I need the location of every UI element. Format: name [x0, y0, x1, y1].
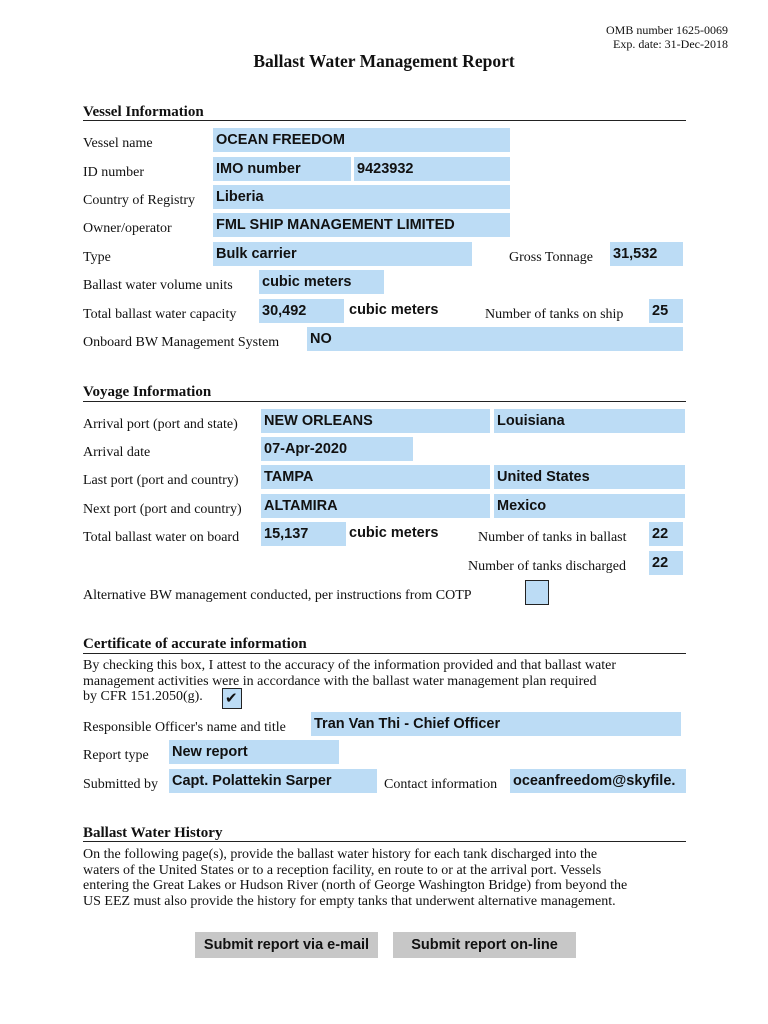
- history-text: [83, 847, 693, 909]
- country-field[interactable]: Liberia: [213, 185, 510, 209]
- history-line-4: US EEZ must also provide the history for empty tanks that underwent alternative management.: [83, 893, 616, 909]
- history-line-3: entering the Great Lakes or Hudson River (north of George Washington Bridge) from beyond the: [83, 878, 628, 893]
- history-line-1: On the following page(s), provide the ballast water history for each tank discharged into the: [83, 847, 598, 862]
- section-rule-vessel: [83, 120, 686, 121]
- section-rule-voyage: [83, 401, 686, 402]
- arrival-state-field[interactable]: Louisiana: [494, 409, 685, 433]
- omb-number: OMB number 1625-0069: [606, 23, 728, 37]
- total-onboard-label: Total ballast water on board: [83, 530, 240, 545]
- page-title: Ballast Water Management Report: [253, 51, 515, 71]
- arrival-date-field[interactable]: 07-Apr-2020: [261, 437, 413, 461]
- officer-label: Responsible Officer's name and title: [83, 720, 286, 735]
- submit-online-button[interactable]: Submit report on-line: [393, 932, 576, 958]
- num-tanks-field[interactable]: 25: [649, 299, 683, 323]
- alternative-label: Alternative BW management conducted, per instructions from COTP: [83, 588, 472, 603]
- onboard-system-field[interactable]: NO: [307, 327, 683, 351]
- section-rule-certificate: [83, 653, 686, 654]
- omb-block: [606, 24, 728, 51]
- submitted-by-field[interactable]: Capt. Polattekin Sarper: [169, 769, 377, 793]
- section-title-certificate: Certificate of accurate information: [83, 636, 307, 652]
- officer-field[interactable]: Tran Van Thi - Chief Officer: [311, 712, 681, 736]
- contact-field[interactable]: oceanfreedom@skyfile.: [510, 769, 686, 793]
- attest-line-3: by CFR 151.2050(g).: [83, 689, 203, 704]
- tanks-in-ballast-field[interactable]: 22: [649, 522, 683, 546]
- next-country-field[interactable]: Mexico: [494, 494, 685, 518]
- gross-tonnage-label: Gross Tonnage: [509, 250, 593, 265]
- owner-field[interactable]: FML SHIP MANAGEMENT LIMITED: [213, 213, 510, 237]
- type-label: Type: [83, 250, 111, 265]
- type-field[interactable]: Bulk carrier: [213, 242, 472, 266]
- owner-label: Owner/operator: [83, 221, 172, 236]
- gross-tonnage-field[interactable]: 31,532: [610, 242, 683, 266]
- section-title-voyage: Voyage Information: [83, 384, 212, 400]
- tanks-in-ballast-label: Number of tanks in ballast: [478, 530, 627, 545]
- onboard-system-label: Onboard BW Management System: [83, 335, 280, 350]
- history-line-2: waters of the United States or to a reception facility, en route to or at the arrival port. Vessels: [83, 862, 602, 878]
- num-tanks-label: Number of tanks on ship: [485, 307, 624, 322]
- contact-label: Contact information: [384, 777, 498, 792]
- id-type-field[interactable]: IMO number: [213, 157, 351, 181]
- next-port-label: Next port (port and country): [83, 502, 242, 517]
- total-onboard-field[interactable]: 15,137: [261, 522, 346, 546]
- report-type-field[interactable]: New report: [169, 740, 339, 764]
- last-country-field[interactable]: United States: [494, 465, 685, 489]
- arrival-port-label: Arrival port (port and state): [83, 417, 238, 432]
- bw-units-label: Ballast water volume units: [83, 278, 233, 293]
- total-capacity-field[interactable]: 30,492: [259, 299, 344, 323]
- attest-line-2: management activities were in accordance with the ballast water management plan required: [83, 673, 597, 689]
- country-label: Country of Registry: [83, 193, 195, 208]
- next-port-field[interactable]: ALTAMIRA: [261, 494, 490, 518]
- last-port-label: Last port (port and country): [83, 473, 239, 488]
- submit-email-button[interactable]: Submit report via e-mail: [195, 932, 378, 958]
- vessel-name-field[interactable]: OCEAN FREEDOM: [213, 128, 510, 152]
- attest-line-1: By checking this box, I attest to the accuracy of the information provided and that ballast water: [83, 658, 616, 673]
- check-mark-icon: ✔: [225, 689, 238, 707]
- arrival-date-label: Arrival date: [83, 445, 151, 460]
- arrival-port-field[interactable]: NEW ORLEANS: [261, 409, 490, 433]
- tanks-discharged-label: Number of tanks discharged: [468, 559, 626, 574]
- id-value-field[interactable]: 9423932: [354, 157, 510, 181]
- id-number-label: ID number: [83, 165, 145, 180]
- report-type-label: Report type: [83, 748, 149, 763]
- section-title-history: Ballast Water History: [83, 825, 223, 841]
- total-capacity-label: Total ballast water capacity: [83, 307, 237, 322]
- last-port-field[interactable]: TAMPA: [261, 465, 490, 489]
- exp-date: Exp. date: 31-Dec-2018: [613, 36, 728, 51]
- vessel-name-label: Vessel name: [83, 136, 153, 151]
- attest-checkbox[interactable]: [222, 688, 242, 709]
- bw-units-field[interactable]: cubic meters: [259, 270, 384, 294]
- submitted-by-label: Submitted by: [83, 777, 159, 792]
- attest-text: [83, 658, 693, 705]
- total-capacity-units: cubic meters: [349, 302, 439, 318]
- alternative-checkbox[interactable]: [525, 580, 549, 605]
- tanks-discharged-field[interactable]: 22: [649, 551, 683, 575]
- total-onboard-units: cubic meters: [349, 525, 439, 541]
- section-rule-history: [83, 841, 686, 842]
- section-title-vessel: Vessel Information: [83, 104, 204, 120]
